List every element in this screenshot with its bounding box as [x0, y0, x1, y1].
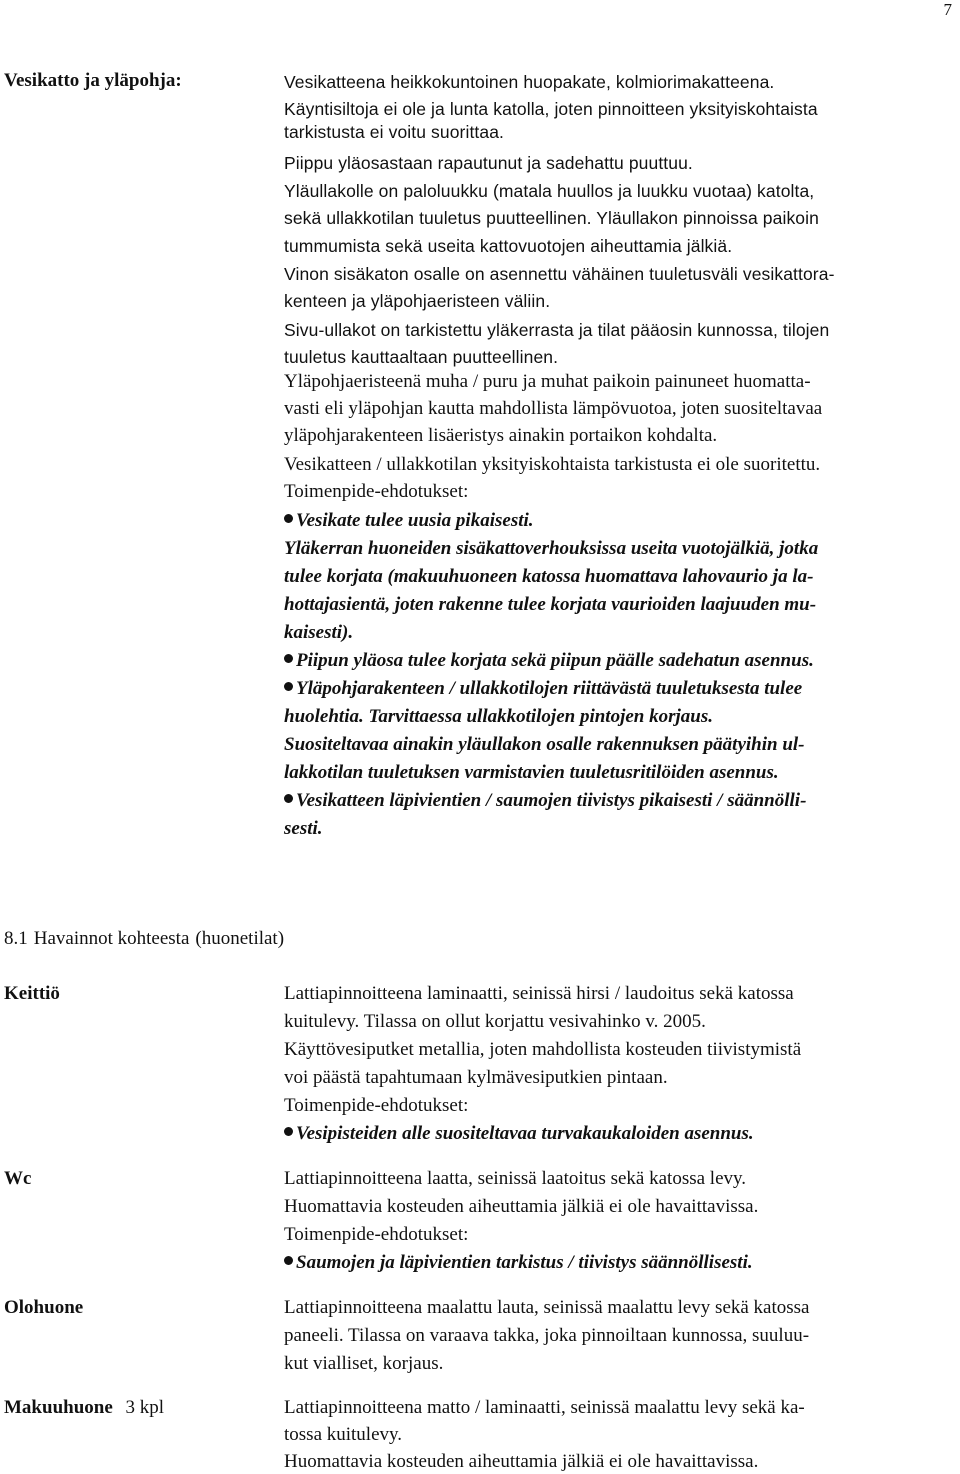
kitchen-label: Keittiö	[4, 983, 60, 1004]
wc-action-item: Saumojen ja läpivientien tarkistus / tiivistys säännöllisesti.	[284, 1252, 753, 1274]
roof-action-line: hottajasientä, joten rakenne tulee korjata vaurioiden laajuuden mu-	[284, 594, 817, 615]
roof-line: Yläullakolle on paloluukku (matala huullos ja luukku vuotaa) katolta,	[284, 181, 815, 201]
roof-action-line: tulee korjata (makuuhuoneen katossa huomattava lahovaurio ja la-	[284, 566, 814, 587]
page-number: 7	[943, 0, 952, 19]
bedroom-line: Lattiapinnoitteena matto / laminaatti, seinissä maalattu levy sekä ka-	[284, 1397, 805, 1418]
bedroom-label: Makuuhuone	[4, 1397, 113, 1418]
kitchen-line: voi päästä tapahtumaan kylmävesiputkien pintaan.	[284, 1067, 668, 1088]
roof-line: sekä ullakkotilan tuuletus puutteellinen. Yläullakon pinnoissa paikoin	[284, 208, 819, 228]
section-subtitle: (huonetilat)	[195, 928, 285, 949]
roof-action-line: kaisesti).	[284, 622, 354, 643]
roof-line: Sivu-ullakot on tarkistettu yläkerrasta ja tilat pääosin kunnossa, tilojen	[284, 320, 830, 340]
roof-action-item: Piipun yläosa tulee korjata sekä piipun päälle sadehatun asennus.	[284, 650, 814, 672]
roof-action-line: Suositeltavaa ainakin yläullakon osalle rakennuksen päätyihin ul-	[284, 734, 805, 755]
roof-serif-line: Yläpohjaeristeenä muha / puru ja muhat paikoin painuneet huomatta-	[284, 371, 811, 392]
roof-action-item: Vesikatteen läpivientien / saumojen tiivistys pikaisesti / säännölli-	[284, 790, 806, 812]
kitchen-line: Käyttövesiputket metallia, joten mahdollista kosteuden tiivistymistä	[284, 1039, 802, 1060]
roof-serif-line: yläpohjarakenteen lisäeristys ainakin portaikon kohdalta.	[284, 425, 718, 446]
bedroom-label-group	[4, 1397, 164, 1419]
kitchen-line: kuitulevy. Tilassa on ollut korjattu vesivahinko v. 2005.	[284, 1011, 706, 1032]
roof-line: Vesikatteena heikkokuntoinen huopakate, kolmiorimakatteena.	[284, 72, 775, 92]
living-room-line: Lattiapinnoitteena maalattu lauta, seinissä maalattu levy sekä katossa	[284, 1297, 810, 1318]
roof-actions-heading: Toimenpide-ehdotukset:	[284, 481, 469, 502]
bullet-icon	[284, 1127, 293, 1136]
roof-line: Käyntisiltoja ei ole ja lunta katolla, joten pinnoitteen yksityiskohtaista	[284, 99, 818, 119]
roof-serif-line: Vesikatteen / ullakkotilan yksityiskohtaista tarkistusta ei ole suoritettu.	[284, 454, 821, 475]
roof-action-line: Yläkerran huoneiden sisäkattoverhouksissa useita vuotojälkiä, jotka	[284, 538, 819, 559]
bedroom-line: tossa kuitulevy.	[284, 1424, 403, 1445]
bedroom-line: Huomattavia kosteuden aiheuttamia jälkiä ei ole havaittavissa.	[284, 1451, 759, 1472]
bedroom-count: 3 kpl	[125, 1397, 165, 1418]
roof-action-line: huolehtia. Tarvittaessa ullakkotilojen pintojen korjaus.	[284, 706, 713, 727]
bullet-icon	[284, 1256, 293, 1265]
roof-line: kenteen ja yläpohjaeristeen väliin.	[284, 291, 551, 311]
section-heading	[4, 928, 284, 950]
roof-line: Vinon sisäkaton osalle on asennettu vähäinen tuuletusväli vesikattora-	[284, 264, 835, 284]
roof-action-item: Vesikate tulee uusia pikaisesti.	[284, 510, 534, 532]
bullet-icon	[284, 514, 293, 523]
roof-action-line: sesti.	[284, 818, 323, 839]
roof-line: Piippu yläosastaan rapautunut ja sadehattu puuttuu.	[284, 153, 693, 173]
bullet-icon	[284, 794, 293, 803]
wc-line: Lattiapinnoitteena laatta, seinissä laatoitus sekä katossa levy.	[284, 1168, 747, 1189]
roof-line: tarkistusta ei voitu suorittaa.	[284, 122, 505, 142]
wc-label: Wc	[4, 1168, 32, 1189]
living-room-label: Olohuone	[4, 1297, 84, 1318]
kitchen-action-item: Vesipisteiden alle suositeltavaa turvakaukaloiden asennus.	[284, 1123, 754, 1145]
wc-actions-heading: Toimenpide-ehdotukset:	[284, 1224, 469, 1245]
kitchen-line: Lattiapinnoitteena laminaatti, seinissä hirsi / laudoitus sekä katossa	[284, 983, 794, 1004]
wc-line: Huomattavia kosteuden aiheuttamia jälkiä ei ole havaittavissa.	[284, 1196, 759, 1217]
section-title: Havainnot kohteesta	[33, 928, 190, 949]
section-number: 8.1	[4, 928, 28, 949]
roof-line: tummumista sekä useita kattovuotojen aiheuttamia jälkiä.	[284, 236, 733, 256]
roof-action-item: Yläpohjarakenteen / ullakkotilojen riittävästä tuuletuksesta tulee	[284, 678, 802, 700]
bullet-icon	[284, 682, 293, 691]
bullet-icon	[284, 654, 293, 663]
living-room-line: kut vialliset, korjaus.	[284, 1353, 444, 1374]
roof-line: tuuletus kauttaaltaan puutteellinen.	[284, 347, 559, 367]
roof-action-line: lakkotilan tuuletuksen varmistavien tuuletusritilöiden asennus.	[284, 762, 779, 783]
living-room-line: paneeli. Tilassa on varaava takka, joka pinnoiltaan kunnossa, suuluu-	[284, 1325, 810, 1346]
roof-label: Vesikatto ja yläpohja:	[4, 70, 182, 91]
roof-serif-line: vasti eli yläpohjan kautta mahdollista lämpövuotoa, joten suositeltavaa	[284, 398, 823, 419]
kitchen-actions-heading: Toimenpide-ehdotukset:	[284, 1095, 469, 1116]
